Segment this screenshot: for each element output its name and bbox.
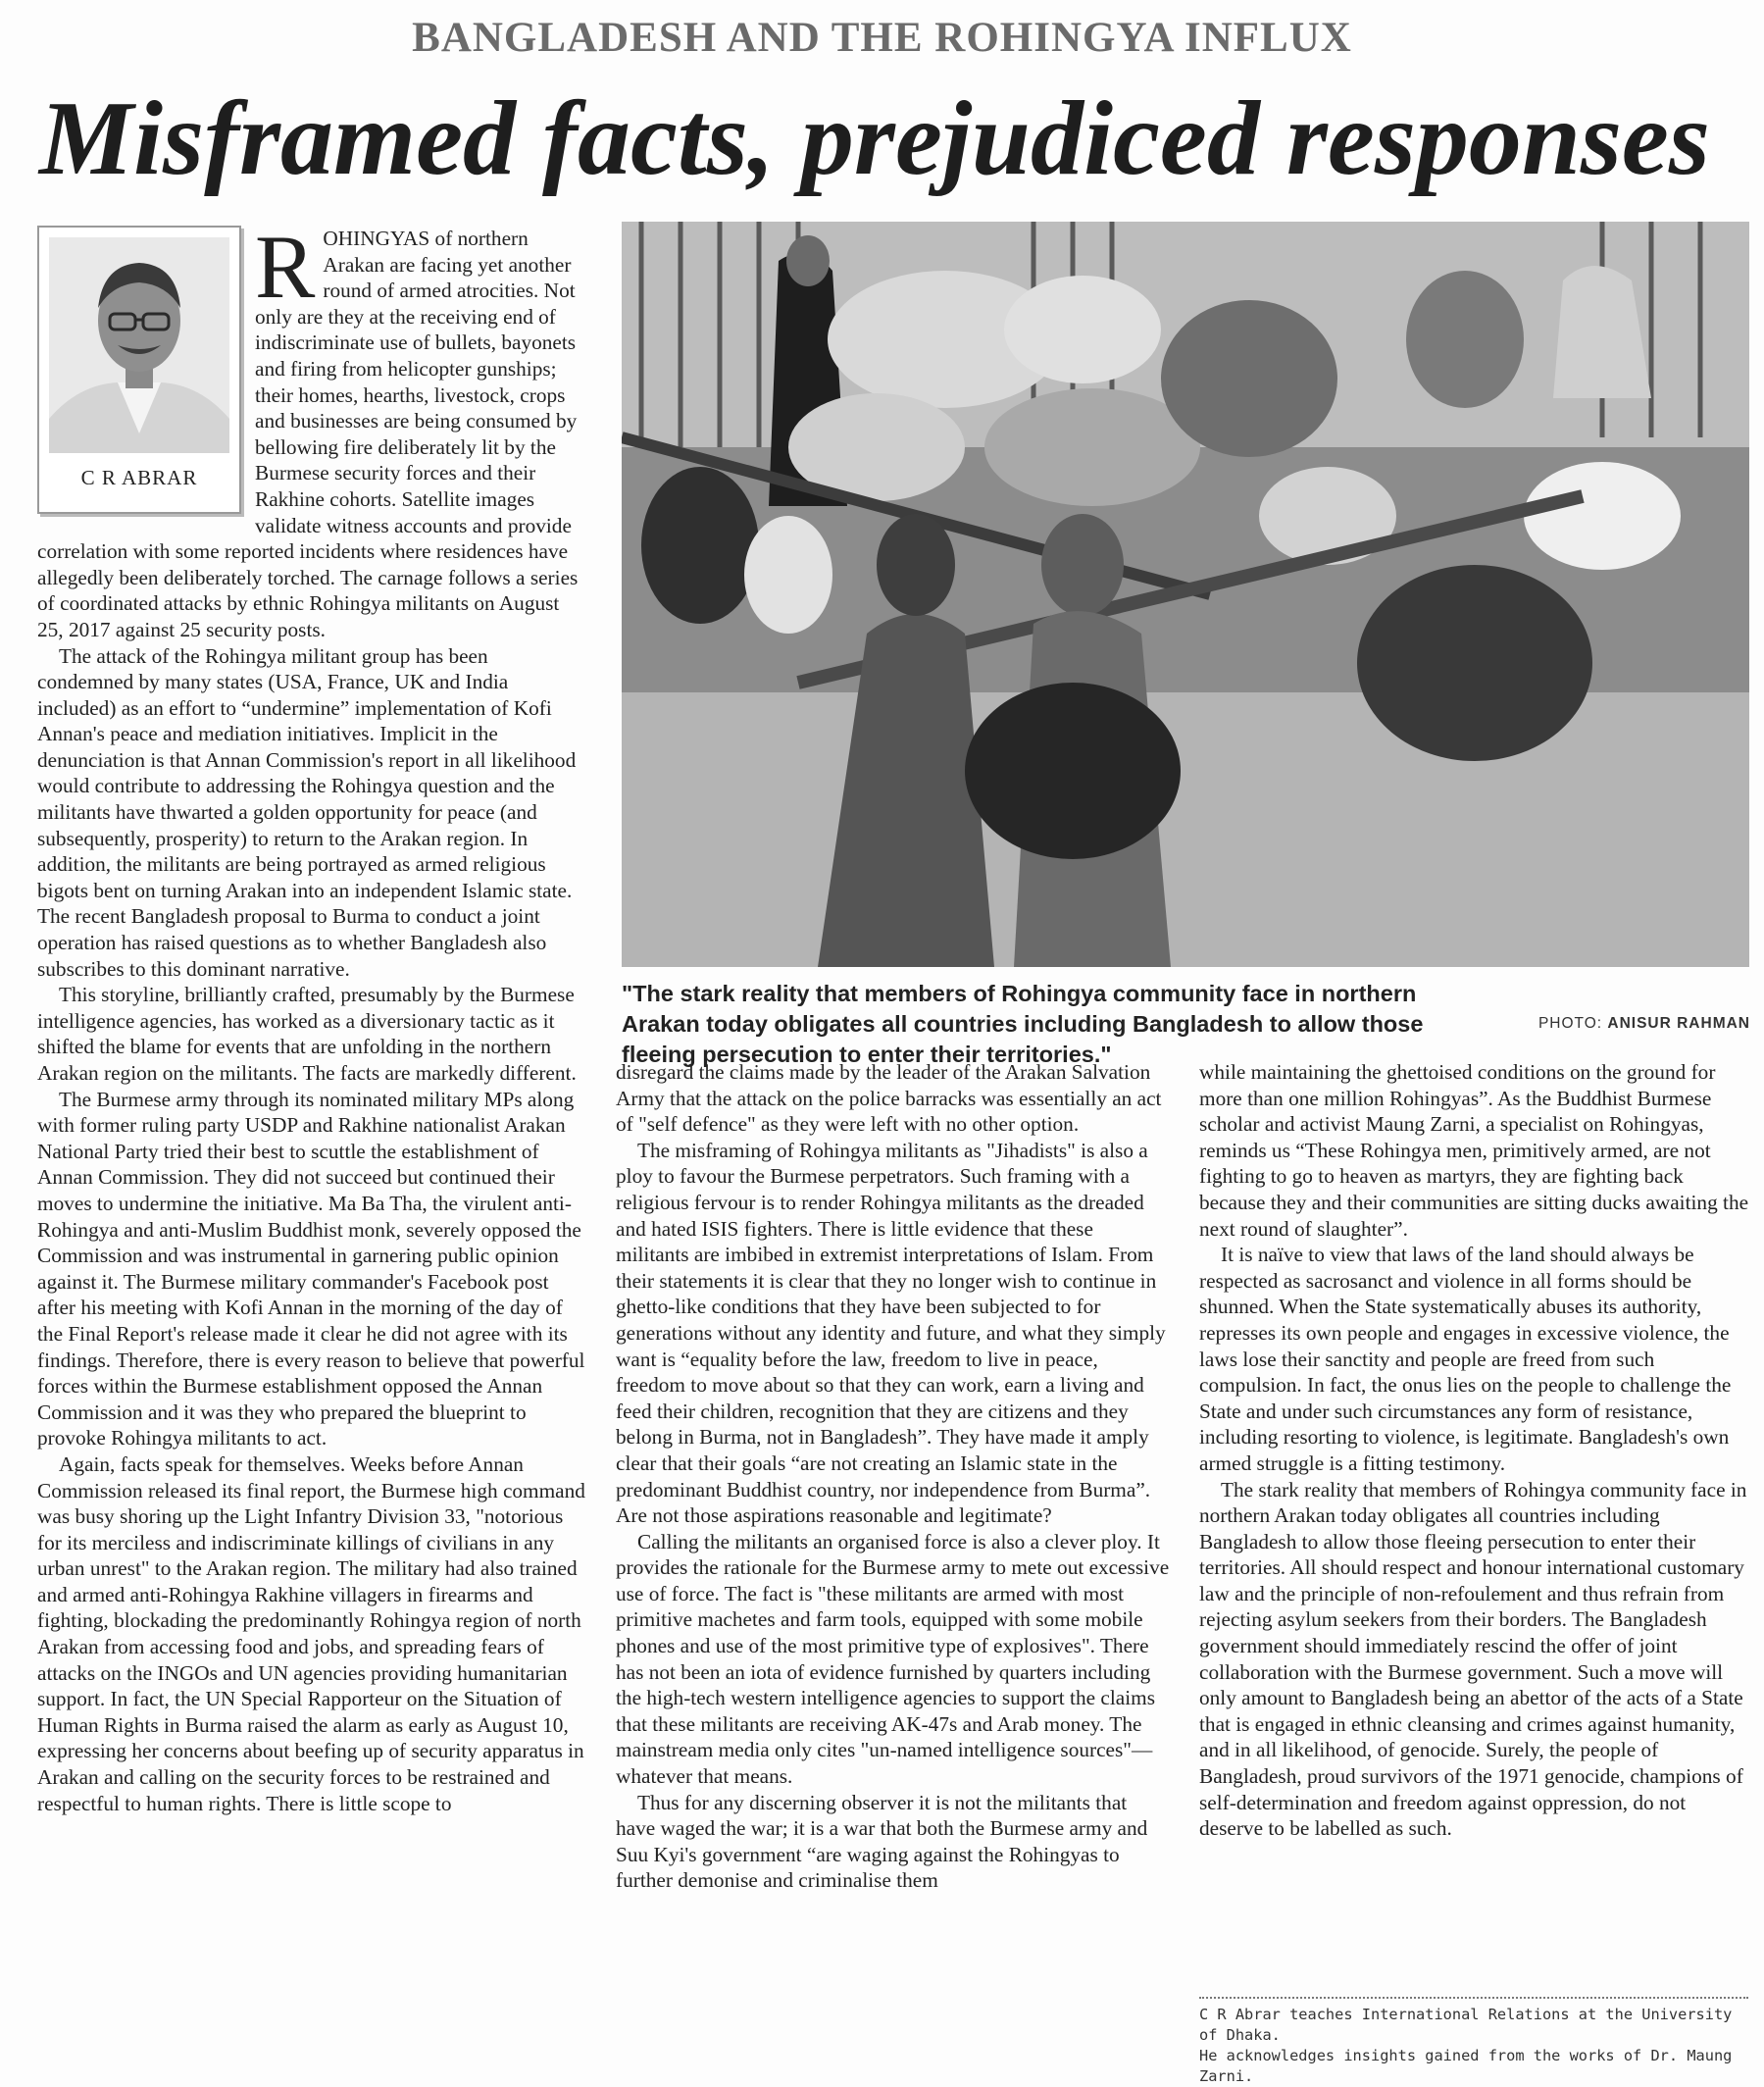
author-box [37,226,241,514]
credit-name: ANISUR RAHMAN [1607,1015,1750,1032]
paragraph: Again, facts speak for themselves. Weeks before Annan Commission released its final report, the Burmese high command was busy shoring up the Light Infantry Division 33, "notorious for its merciless and indiscriminate killings of civilians in any urban unrest" to the Arakan region. The military had also trained and armed anti-Rohingya Rakhine villagers in firearms and fighting, blockading the predominantly Rohingya region of north Arakan from accessing food and jobs, and spreading fears of attacks on the INGOs and UN agencies providing humanitarian support. In fact, the UN Special Rapporteur on the Situation of Human Rights in Burma raised the alarm as early as August 10, expressing her concerns about beefing up of security apparatus in Arakan and calling on the security forces to be restrained and respectful to human rights. There is little scope to [37,1451,585,1815]
paragraph: It is naïve to view that laws of the land should always be respected as sacrosanct and violence in all forms should be shunned. When the State systematically abuses its authority, represses its own people and engages in excessive violence, the laws lose their sanctity and people are freed from such compulsion. In fact, the onus lies on the people to challenge the State and under such circumstances any form of resistance, including resorting to violence, is legitimate. Bangladesh's own armed struggle is a fitting testimony. [1199,1243,1732,1475]
article-column-2 [616,1059,1171,1894]
dropcap: R [255,217,316,317]
paragraph: This storyline, brilliantly crafted, presumably by the Burmese intelligence agencies, has worked as a diversionary tactic as it shifted the blame for events that are unfolding in the northern Arakan region on the militants. The facts are markedly different. [37,983,577,1085]
kicker: BANGLADESH AND THE ROHINGYA INFLUX [412,15,1352,61]
author-bio-line: C R Abrar teaches International Relations at the University of Dhaka. [1199,2006,1733,2044]
paragraph: OHINGYAS of northern Arakan are facing yet another round of armed atrocities. Not only are they at the receiving end of indiscriminate use of bullets, bayonets and firing from helicopter gunships; their homes, hearths, livestock, crops and businesses are being consumed by bellowing fire deliberately lit by the Burmese security forces and their Rakhine cohorts. Satellite images validate witness accounts and provide correlation with some reported incidents where residences have allegedly been deliberately torched. The carnage follows a series of coordinated attacks by ethnic Rohingya militants on August 25, 2017 against 25 security posts. [37,227,579,641]
photo-credit [1530,1015,1750,1033]
paragraph: Thus for any discerning observer it is not the militants that have waged the war; it is a war that both the Burmese army and Suu Kyi's government “are waging against the Rohingyas to further demonise and criminalise them [616,1790,1148,1893]
photo-caption: "The stark reality that members of Rohingya community face in northern Arakan today obligates all countries including Bangladesh to allow those fleeing persecution to enter their territories." [622,981,1424,1067]
author-bio-line: He acknowledges insights gained from the works of Dr. Maung Zarni. [1199,2047,1733,2085]
paragraph: while maintaining the ghettoised conditions on the ground for more than one million Rohingyas”. As the Buddhist Burmese scholar and activist Maung Zarni, a specialist on Rohingyas, reminds us “These Rohingya men, primitively armed, are not fighting to go to heaven as martyrs, they are fighting back because they and their communities are sitting ducks awaiting the next round of slaughter”. [1199,1060,1749,1241]
author-portrait [49,237,229,453]
author-name: C R ABRAR [80,466,198,489]
article-column-1 [37,217,588,1816]
paragraph: The stark reality that members of Rohingya community face in northern Arakan today obligates all countries including Bangladesh to allow those fleeing persecution to enter their territories. All should respect and honour international customary law and the principle of non-refoulement and thus refrain from rejecting asylum seekers from their borders. The Bangladesh government should immediately rescind the offer of joint collaboration with the Burmese government. Such a move will only amount to Bangladesh being an abettor of the acts of a State that is engaged in ethnic cleansing and crimes against humanity, and in all likelihood, of genocide. Surely, the people of Bangladesh, proud survivors of the 1971 genocide, champions of self-determination and freedom against oppression, do not deserve to be labelled as such. [1199,1477,1747,1841]
paragraph: The Burmese army through its nominated military MPs along with former ruling party USDP and Rakhine nationalist Arakan National Party tried their best to scuttle the establishment of Annan Commission. They did not succeed but continued their moves to undermine the initiative. Ma Ba Tha, the virulent anti-Rohingya and anti-Muslim Buddhist monk, severely opposed the Commission and was instrumental in garnering public opinion against it. The Burmese military commander's Facebook post after his meeting with Kofi Annan in the morning of the day of the Final Report's release made it clear he did not agree with its findings. Therefore, there is every reason to believe that powerful forces within the Burmese establishment opposed the Annan Commission and it was they who prepared the blueprint to provoke Rohingya militants to act. [37,1087,585,1451]
article-column-3 [1199,1059,1754,1842]
footnote-divider [1199,1997,1748,1999]
paragraph: The misframing of Rohingya militants as "Jihadists" is also a ploy to favour the Burmese perpetrators. Such framing with a religious fervour is to render Rohingya militants as the dreaded and hated ISIS fighters. There is little evidence that these militants are imbibed in extremist interpretations of Islam. From their statements it is clear that they no longer wish to continue in ghetto-like conditions that they have been subjected to for generations without any identity and future, and what they simply want is “equality before the law, freedom to live in peace, freedom to move about so that they can work, earn a living and feed their children, recognition that they are citizens and they belong in Burma, not in Bangladesh”. They have made it amply clear that their goals “are not creating an Islamic state in the predominant Buddhist country, nor independence from Burma”. Are not those aspirations reasonable and legitimate? [616,1138,1166,1528]
headline: Misframed facts, prejudiced responses [39,80,1710,197]
refugee-photo [622,222,1749,967]
author-bio [1199,2005,1758,2087]
paragraph: Calling the militants an organised force is also a clever ploy. It provides the rationale for the Burmese army to mete out excessive use of force. The fact is "these militants are armed with most primitive machetes and farm tools, equipped with some mobile phones and use of the most primitive type of explosives". There has not been an iota of evidence furnished by quarters including the high-tech western intelligence agencies to support the claims that these militants are receiving AK-47s and Arab money. The mainstream media only cites "un-named intelligence sources"—whatever that means. [616,1529,1170,1789]
paragraph: The attack of the Rohingya militant group has been condemned by many states (USA, France, UK and India included) as an effort to “undermine” implementation of Kofi Annan's peace and mediation initiatives. Implicit in the denunciation is that Annan Commission's report in all likelihood would contribute to addressing the Rohingya question and the militants have thwarted a golden opportunity for peace (and subsequently, prosperity) to return to the Arakan region. In addition, the militants are being portrayed as armed religious bigots bent on turning Arakan into an independent Islamic state. The recent Bangladesh proposal to Burma to conduct a joint operation has raised questions as to whether Bangladesh also subscribes to this dominant narrative. [37,643,577,981]
paragraph: disregard the claims made by the leader of the Arakan Salvation Army that the attack on the police barracks was essentially an act of "self defence" as they were left with no other option. [616,1060,1162,1137]
credit-label: PHOTO: [1537,1015,1603,1032]
